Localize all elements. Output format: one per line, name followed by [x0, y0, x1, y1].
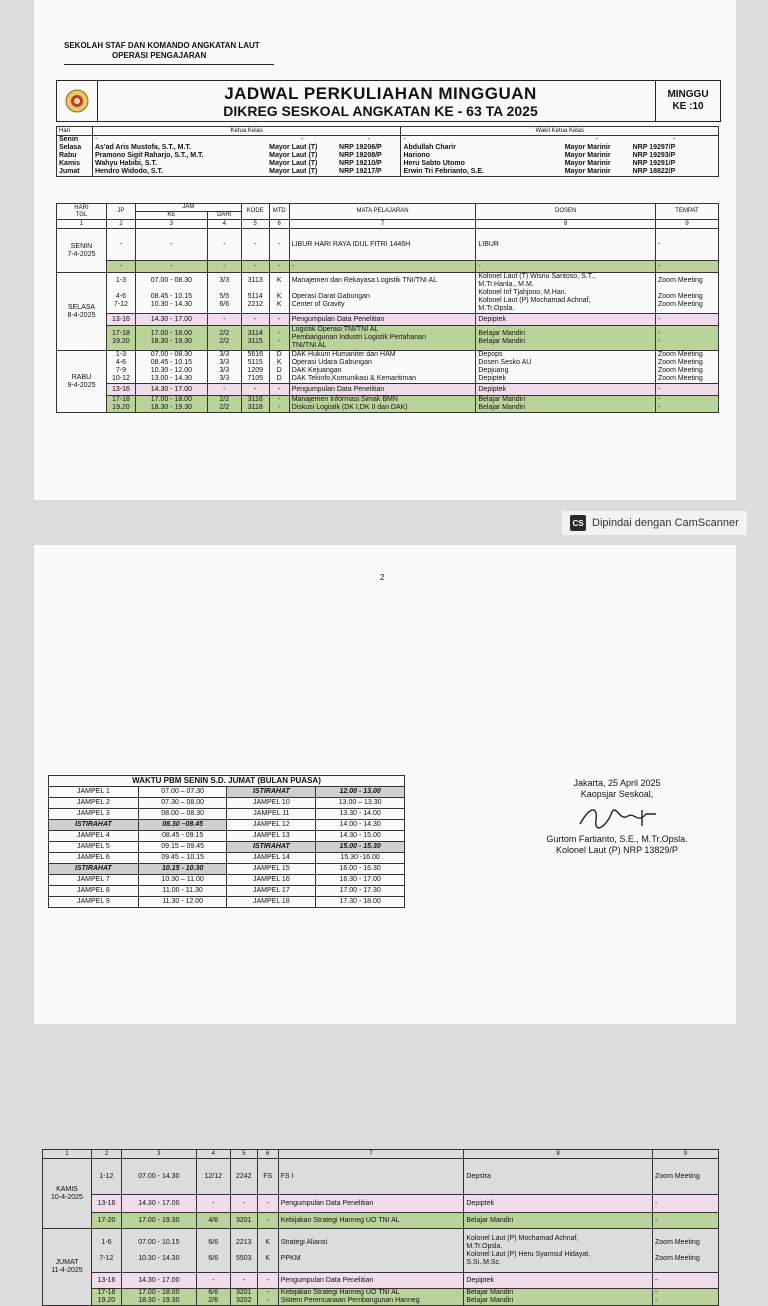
- pbm-row: JAMPEL 4 08.45 - 09.15 JAMPEL 13 14.30 - 15.00: [49, 831, 405, 842]
- day-cell: RABU 9-4-2025: [57, 351, 107, 413]
- column-number-row: 1 2 3 4 5 6 7 8 9: [43, 1150, 719, 1159]
- header-underline: [64, 64, 274, 65]
- pbm-row: JAMPEL 2 07.30 – 08.00 JAMPEL 10 13.00 – 13.30: [49, 798, 405, 809]
- schedule-row: 13-16 14.30 - 17.00 - - - Pengumpulan Data Penelitian Depiptek -: [43, 1195, 719, 1213]
- schedule-row: KAMIS 10-4-2025 1-12 07.00 - 14.30 12/12 2242 FS FS I Depstra Zoom Meeting: [43, 1159, 719, 1195]
- pbm-row: JAMPEL 3 08.00 – 08.30 JAMPEL 11 13.30 - 14.00: [49, 809, 405, 820]
- leader-row: Kamis Wahyu Habibi, S.T. Mayor Laut (T) NRP 19210/P Heru Sabto Utomo Mayor Marinir NRP 19291/P: [57, 160, 719, 168]
- schedule-row: 13-16 14.30 - 17.00 - - - Pengumpulan Data Penelitian Depiptek -: [57, 384, 719, 396]
- schedule-title: JADWAL PERKULIAHAN MINGGUAN: [224, 83, 537, 103]
- leader-row: Rabu Pramono Sigit Raharjo, S.T., M.T. Mayor Laut (T) NRP 19208/P Hariono Mayor Marinir NRP 19293/P: [57, 152, 719, 160]
- pbm-time-table: [48, 775, 405, 908]
- col-ke: KE: [135, 212, 207, 220]
- col-jp: JP: [106, 204, 135, 220]
- organization-header: [64, 41, 260, 61]
- class-leaders-table: [56, 126, 719, 177]
- pbm-row: JAMPEL 8 11.00 - 11.30 JAMPEL 17 17.00 - 17.30: [49, 886, 405, 897]
- pbm-row: JAMPEL 1 07.00 – 07.30 ISTIRAHAT 12.00 - 13.00: [49, 787, 405, 798]
- col-dosen: DOSEN: [476, 204, 656, 220]
- schedule-row: SENIN 7-4-2025 - - - - - LIBUR HARI RAYA IDUL FITRI 1446H LIBUR -: [57, 229, 719, 261]
- navy-emblem-icon: [57, 81, 98, 121]
- schedule-row: - - - - - - - -: [57, 261, 719, 273]
- sign-place-date: Jakarta, 25 April 2025: [573, 778, 661, 788]
- col-tempat: TEMPAT: [656, 204, 719, 220]
- col-jam: JAM: [135, 204, 241, 212]
- schedule-row: 17-18 19.20 17.00 - 18.00 18.30 - 19.30 2/2 2/2 3116 3118 - - Manajemen Informasi Simak BMN Diskusi Logistik (DK I,DK II dan DAK) Belajar Mandiri Belajar Mandiri - -: [57, 396, 719, 413]
- page-number: 2: [380, 573, 385, 582]
- col-kode: KODE: [241, 204, 269, 220]
- week-value: KE :10: [672, 101, 704, 112]
- leader-row: Selasa As'ad Aris Mustofa, S.T., M.T. Mayor Laut (T) NRP 19206/P Abdullah Charir Mayor Marinir NRP 19297/P: [57, 144, 719, 152]
- sign-position: Kaopsjar Seskoal,: [580, 789, 654, 799]
- sign-rank: Kolonel Laut (P) NRP 13829/P: [556, 845, 678, 855]
- schedule-row: RABU 9-4-2025 1-3 4-6 7-9 10-12 07.00 - 08.30 08.45 - 10.15 10.30 - 12.00 13.00 - 14.30 3/3 3/3 3/3 3/3 5616 5115 1209 7105 D K D D DAK Hukum Humaniter dan HAM Operasi Udara Gabungan DAK Kejuangan DAK Tekinfo,Komunikasi & Kemaritiman Depops Dosen Sesko AU Depjuang Depiptek Zoom Meeting Zoom Meeting Zoom Meeting Zoom Meeting: [57, 351, 719, 384]
- pbm-row: ISTIRAHAT 08.30 –08.45 JAMPEL 12 14.00 - 14.30: [49, 820, 405, 831]
- col-hari-tgl: HARI TGL: [57, 204, 107, 220]
- week-label: MINGGU: [667, 89, 709, 100]
- day-cell: KAMIS 10-4-2025: [43, 1159, 92, 1229]
- col-dari: DARI: [207, 212, 241, 220]
- col-mata-pelajaran: MATA PELAJARAN: [289, 204, 476, 220]
- schedule-row: 17-18 19.20 17.00 - 18.00 18.30 - 19.30 2/2 2/2 3114 3115 - - Logistik Operasi TNI/TNI AL Pembangunan Industri Logistik Pertahanan TNI/TNI AL Belajar Mandiri Belajar Mandiri - -: [57, 326, 719, 351]
- camscanner-logo-icon: CS: [570, 515, 586, 531]
- schedule-row: 13-16 14.30 - 17.00 - - - Pengumpulan Data Penelitian Depiptek -: [57, 314, 719, 326]
- weekly-schedule-table-continued: [42, 1149, 719, 1306]
- day-cell: SELASA 8-4-2025: [57, 273, 107, 351]
- leader-row: Jumat Hendro Widodo, S.T. Mayor Laut (T) NRP 19217/P Erwin Tri Febrianto, S.E. Mayor Marinir NRP 18822/P: [57, 168, 719, 177]
- title-box: [56, 80, 721, 122]
- signature-block: [512, 778, 722, 856]
- pbm-row: JAMPEL 9 11.30 - 12.00 JAMPEL 18 17.30 - 18.00: [49, 897, 405, 908]
- pbm-title: WAKTU PBM SENIN S.D. JUMAT (BULAN PUASA): [49, 776, 405, 787]
- col-mtd: MTD: [269, 204, 289, 220]
- pbm-row: JAMPEL 7 10.30 – 11.00 JAMPEL 16 16.30 - 17.00: [49, 875, 405, 886]
- pbm-row: JAMPEL 5 09.15 – 09.45 ISTIRAHAT 15.00 - 15.30: [49, 842, 405, 853]
- handwritten-signature-icon: [512, 800, 722, 834]
- leader-row: Senin - - - - - -: [57, 136, 719, 145]
- org-division: OPERASI PENGAJARAN: [112, 51, 207, 60]
- pbm-row: JAMPEL 6 09.45 – 10.15 JAMPEL 14 15.30 -16.00: [49, 853, 405, 864]
- schedule-row: SELASA 8-4-2025 1-3 4-6 7-12 07.00 - 08.30 08.45 - 10.15 10.30 - 14.30 3/3 5/5 6/6 3113 5114 2212 K K K Manajemen dan Rekayasa Logistik TNI/TNI AL Operasi Darat Gabungan Center of Gravity Kolonel Laut (T) Wisnu Santoso, S.T., M.Tr.Hanla., M.M. Kolonel Inf Tjahjono, M.Han. Kolonel Laut (P) Mochamad Achnaf, M.Tr.Opsla. Zoom Meeting Zoom Meeting Zoom Meeting: [57, 273, 719, 314]
- schedule-row: 13-16 14.30 - 17.00 - - - Pengumpulan Data Penelitian Depiptek -: [43, 1273, 719, 1289]
- day-cell: JUMAT 11-4-2025: [43, 1229, 92, 1306]
- schedule-row: JUMAT 11-4-2025 1-6 7-12 07.00 - 10.15 10.30 - 14.30 6/6 6/6 2213 5503 K K Strategi Aliansi PPKM Kolonel Laut (P) Mochamad Achnaf, M.Tr.Opsla. Kolonel Laut (P) Heru Syamsul Hidayat, S.Si.,M.Sc. Zoom Meeting Zoom Meeting: [43, 1229, 719, 1273]
- day-cell: SENIN 7-4-2025: [57, 229, 107, 273]
- camscanner-badge: [562, 511, 747, 535]
- schedule-subtitle: DIKREG SESKOAL ANGKATAN KE - 63 TA 2025: [223, 102, 538, 119]
- schedule-row: 17-18 19.20 17.00 - 18.00 18.30 - 19.30 6/6 2/6 3201 3202 - - Kebijakan Strategi Hanneg UO TNI AL Sistem Perencanaan Pembangunan Hanneg Belajar Mandiri Belajar Mandiri - -: [43, 1289, 719, 1306]
- week-box: [655, 81, 720, 121]
- header-wakil: Wakil Ketua Kelas: [401, 127, 719, 136]
- camscanner-text: Dipindai dengan CamScanner: [592, 517, 739, 529]
- org-name: SEKOLAH STAF DAN KOMANDO ANGKATAN LAUT: [64, 41, 260, 50]
- header-day: Hari: [57, 127, 93, 136]
- page-1: [34, 0, 736, 500]
- column-number-row: 1 2 3 4 5 6 7 8 9: [57, 220, 719, 229]
- page-2: [34, 545, 736, 1304]
- schedule-row: 17-20 17.00 - 19.30 4/6 3201 - Kebijakan Strategi Hanneg UO TNI AL Belajar Mandiri -: [43, 1213, 719, 1229]
- sign-name: Gurtom Fartianto, S.E., M.Tr.Opsla.: [546, 834, 688, 844]
- pbm-row: ISTIRAHAT 10.15 - 10.30 JAMPEL 15 16.00 - 16.30: [49, 864, 405, 875]
- weekly-schedule-table: [56, 203, 719, 413]
- header-ketua: Ketua Kelas: [92, 127, 401, 136]
